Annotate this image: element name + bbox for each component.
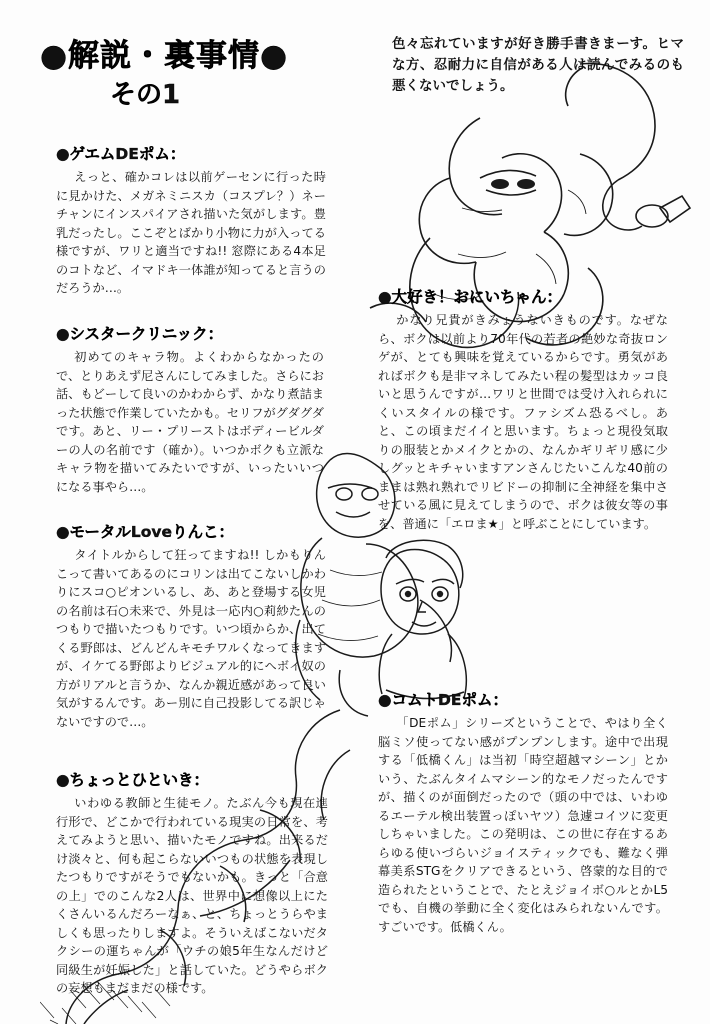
- section-sister-clinic: [56, 322, 324, 496]
- section-body: 「DEポム」シリーズということで、やはり全く脳ミソ使ってない感がプンプンします。途中で出現する「低橋くん」は当初「時空超越マシーン」とかいう、たぶんタイムマシーン的なモノだったんですが、描くのが面倒だったので（頭の中では、いわゆるエーテル検出装置っぽいヤツ）急遽コイツに変更しちゃいました。この発明は、この世に存在するあらゆる使いづらいジョイスティックでも、難なく弾幕美系STGをクリアできるという、啓蒙的な目的で造られたということで、たとえジョイボ○ルとかL5でも、自機の挙動に全く変化はみられないんです。すごいです。低橋くん。: [378, 716, 668, 935]
- section-body: タイトルからして狂ってますね!! しかもりんこって書いてあるのにコリンは出てこないしかわりにスコ○ピオンいるし、あ、あと登場する女児の名前は石○未来で、外見は一応内○莉紗たんのつもりで描いたつもりです。いつ頃からか、出てくる野郎は、どんどんキモチワルくなってきますが、イケてる野郎よりビジュアル的にヘボイ奴の方がリアルと言うか、なんか親近感があって良い気がするんです。あー別に自己投影してる訳じゃないですので…。: [56, 548, 326, 729]
- section-heading: ●シスタークリニック：: [56, 325, 224, 343]
- section-comuto-de-pomu: [378, 688, 668, 937]
- section-heading: ●大好き！おにいちゃん：: [378, 288, 563, 306]
- section-heading: ●ゲエムDEポム：: [56, 145, 186, 163]
- section-heading: ●コムトDEポム：: [378, 691, 508, 709]
- section-daisuki-oniichan: [378, 285, 668, 534]
- section-heading: ●モータルLoveりんこ：: [56, 523, 235, 541]
- girl-portrait-artwork: [352, 530, 502, 710]
- section-body: いわゆる教師と生徒モノ。たぶん今も現在進行形で、どこかで行われている現実の日常を、考えてみようと思い、描いたモノですね。出来るだけ淡々と、何も起こらないいつもの状態を表現したつもりですがそうでもないかも。きっと「合意の上」でのこんな2人は、世界中に想像以上にたくさんいるんだろーなぁ、と、ちょっとうらやましくも思ったりしますよ。そういえばこないだタクシーの運ちゃんが「ウチの娘5年生なんだけど同級生が妊娠した」と話していた。どうやらボクの妄想もまだまだの様です。: [56, 796, 328, 996]
- section-body: えっと、確かコレは以前ゲーセンに行った時に見かけた、メガネミニスカ（コスプレ？）ネーチャンにインスパイアされ描いた気がします。豊乳だったし。ここぞとばかり小物に力が入ってる様ですが、ワリと適当ですね!! 窓際にある4本足のコトなど、イマドキ一体誰が知ってると言うのだろうか…。: [56, 170, 326, 296]
- section-mortal-love-rinko: [56, 520, 326, 731]
- page-title: ●解説・裏事情●: [40, 38, 289, 74]
- page-subtitle: その1: [110, 80, 181, 110]
- section-heading: ●ちょっとひといき：: [56, 771, 210, 789]
- section-game-de-pomu: [56, 142, 326, 298]
- section-body: かなり兄貴がきみょうないきものです。なぜなら、ボクは以前より70年代の若者の絶妙な奇抜ロンゲが、とても興味を覚えているからです。勇気があればボクも是非マネしてみたい程の髪型はカッコ良いと思うんですが…ワリと世間では受け入れられにくいスタイルの様です。ファシズム恐るべし。あと、この頃まだイイと思います。ちょっと現役気取りの服装とかメイクとかの、なんかギリギリ感に少しグッとキチャいますアンさんじたいこんな40前のままは熟れ熟れでリビドーの抑制に全神経を集中させている風に見えてしまうので、ボクは彼女等の事を、普通に「エロま★」と呼ぶことにしています。: [378, 313, 668, 532]
- intro-text: 色々忘れていますが好き勝手書きまーす。ヒマな方、忍耐力に自信がある人は読んでみるのも悪くないでしょう。: [392, 36, 684, 94]
- section-chotto-hitoiki: [56, 768, 328, 998]
- section-body: 初めてのキャラ物。よくわからなかったので、とりあえず尼さんにしてみました。さらにお話、もどーして良いのかわからず、かなり煮詰まった状態で作業していたかも。セリフがグダグダです。あと、リー・プリーストはボディービルダーの人の名前です（確か）。いつかボクも立派なキャラ物を描いてみたいですが、いったいいつになる事やら…。: [56, 350, 324, 494]
